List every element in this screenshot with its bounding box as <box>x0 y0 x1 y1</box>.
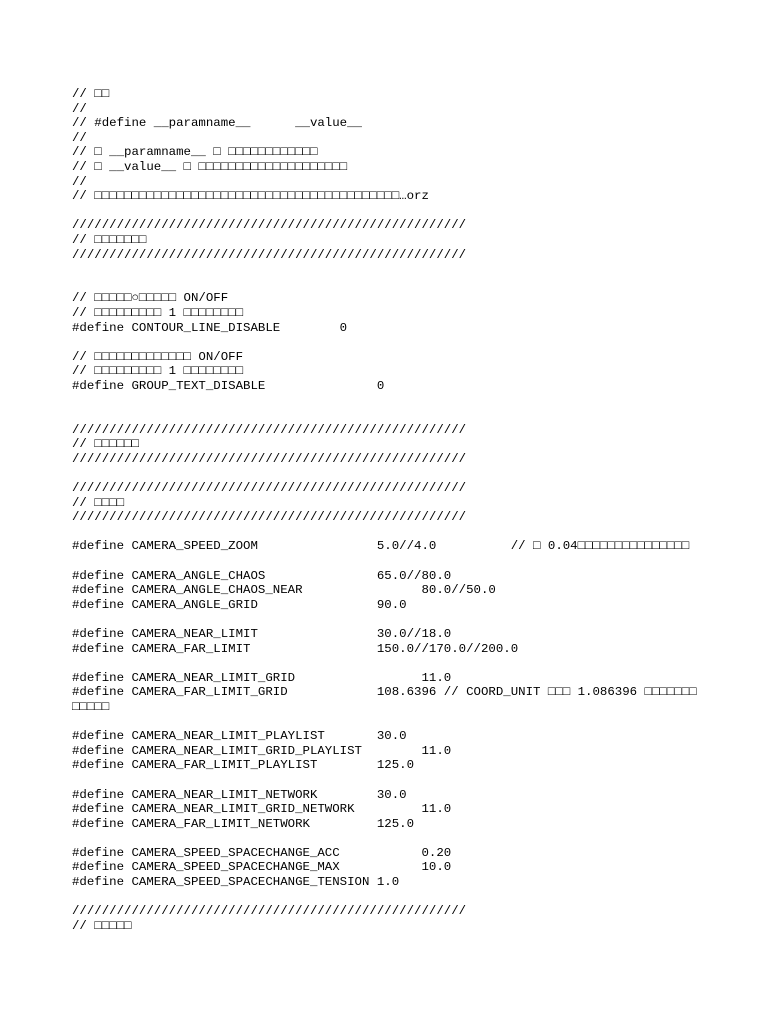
blank-line <box>72 393 712 408</box>
code-line: // □□□□□□□□□□□□□ ON/OFF <box>72 349 244 364</box>
code-document <box>72 87 712 933</box>
code-line: ///////////////////////////////////////////////////// <box>72 218 467 233</box>
blank-line <box>72 408 712 423</box>
code-line: #define CAMERA_ANGLE_CHAOS 65.0//80.0 <box>72 568 452 583</box>
code-line: // <box>72 130 87 145</box>
code-line: #define CAMERA_SPEED_SPACECHANGE_ACC 0.20 <box>72 845 452 860</box>
blank-line <box>72 773 712 788</box>
code-line: #define CAMERA_NEAR_LIMIT 30.0//18.0 <box>72 626 452 641</box>
code-line: // □□ <box>72 87 110 101</box>
code-line: // □ __paramname__ □ □□□□□□□□□□□□ <box>72 145 318 160</box>
code-line: // □□□□□□□□□ 1 □□□□□□□□ <box>72 364 244 379</box>
code-line: #define CAMERA_ANGLE_CHAOS_NEAR 80.0//50.0 <box>72 583 496 598</box>
code-line: ///////////////////////////////////////////////////// <box>72 904 467 919</box>
blank-line <box>72 262 712 277</box>
blank-line <box>72 831 712 846</box>
code-line: #define CAMERA_FAR_LIMIT_NETWORK 125.0 <box>72 816 415 831</box>
code-line: ///////////////////////////////////////////////////// <box>72 510 467 525</box>
code-line: #define GROUP_TEXT_DISABLE 0 <box>72 378 385 393</box>
code-line: #define CAMERA_SPEED_SPACECHANGE_TENSION 1.0 <box>72 875 400 890</box>
code-line: #define CAMERA_SPEED_ZOOM 5.0//4.0 // □ 0.04□□□□□□□□□□□□□□□ <box>72 539 690 554</box>
blank-line <box>72 612 712 627</box>
code-line: #define CAMERA_NEAR_LIMIT_GRID 11.0 <box>72 670 452 685</box>
code-line: // □□□□□□□ <box>72 232 147 247</box>
code-line: // □□□□ <box>72 495 125 510</box>
code-line: ///////////////////////////////////////////////////// <box>72 481 467 496</box>
blank-line <box>72 335 712 350</box>
blank-line <box>72 466 712 481</box>
code-line: // □□□□□□ <box>72 437 139 452</box>
code-line: #define CONTOUR_LINE_DISABLE 0 <box>72 320 348 335</box>
code-line: ///////////////////////////////////////////////////// <box>72 247 467 262</box>
code-line: // □ __value__ □ □□□□□□□□□□□□□□□□□□□□ <box>72 159 348 174</box>
code-line: #define CAMERA_FAR_LIMIT_PLAYLIST 125.0 <box>72 758 415 773</box>
blank-line <box>72 715 712 730</box>
code-line: ///////////////////////////////////////////////////// <box>72 451 467 466</box>
code-line: // □□□□□○□□□□□ ON/OFF <box>72 291 229 306</box>
blank-line <box>72 525 712 540</box>
code-line: □□□□□ <box>72 699 110 714</box>
code-line: #define CAMERA_ANGLE_GRID 90.0 <box>72 597 407 612</box>
code-line: // □□□□□□□□□ 1 □□□□□□□□ <box>72 305 244 320</box>
blank-line <box>72 277 712 292</box>
blank-line <box>72 204 712 219</box>
blank-line <box>72 656 712 671</box>
code-line: #define CAMERA_FAR_LIMIT_GRID 108.6396 // COORD_UNIT □□□ 1.086396 □□□□□□□ <box>72 685 697 700</box>
code-line: #define CAMERA_NEAR_LIMIT_GRID_PLAYLIST 11.0 <box>72 743 452 758</box>
code-line: // #define __paramname__ __value__ <box>72 116 362 131</box>
code-line: // <box>72 174 87 189</box>
code-line: #define CAMERA_SPEED_SPACECHANGE_MAX 10.0 <box>72 860 452 875</box>
code-line: ///////////////////////////////////////////////////// <box>72 422 467 437</box>
code-line: // <box>72 101 87 116</box>
blank-line <box>72 890 712 905</box>
code-line: #define CAMERA_NEAR_LIMIT_GRID_NETWORK 11.0 <box>72 802 452 817</box>
code-line: #define CAMERA_NEAR_LIMIT_NETWORK 30.0 <box>72 787 407 802</box>
code-line: #define CAMERA_NEAR_LIMIT_PLAYLIST 30.0 <box>72 729 407 744</box>
code-line: #define CAMERA_FAR_LIMIT 150.0//170.0//200.0 <box>72 641 519 656</box>
code-line: // □□□□□ <box>72 918 132 933</box>
code-line: // □□□□□□□□□□□□□□□□□□□□□□□□□□□□□□□□□□□□□□□□□…orz <box>72 189 429 204</box>
blank-line <box>72 554 712 569</box>
